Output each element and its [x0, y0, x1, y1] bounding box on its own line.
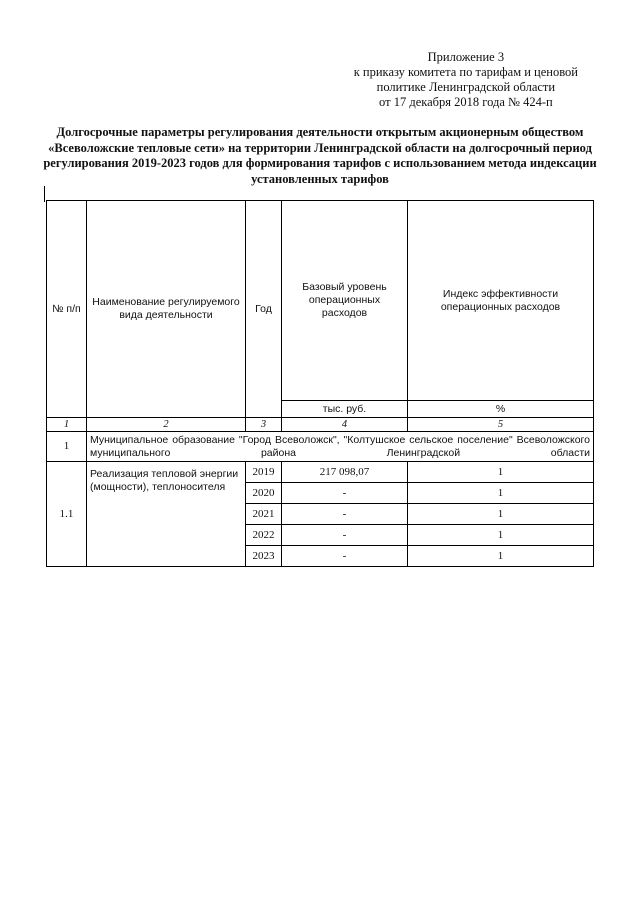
row-base-level: -	[282, 546, 408, 567]
item-num: 1.1	[47, 462, 87, 567]
column-number: 3	[246, 418, 282, 432]
appendix-note	[354, 50, 578, 110]
parameters-table	[46, 200, 594, 567]
header-year: Год	[246, 201, 282, 418]
row-year: 2021	[246, 504, 282, 525]
row-base-level: -	[282, 504, 408, 525]
column-number: 4	[282, 418, 408, 432]
table-row	[47, 462, 594, 483]
row-base-level: 217 098,07	[282, 462, 408, 483]
appendix-line: от 17 декабря 2018 года № 424-п	[379, 95, 553, 109]
column-number: 2	[87, 418, 246, 432]
unit-efficiency-index: %	[408, 401, 594, 418]
margin-mark	[44, 186, 45, 202]
row-year: 2020	[246, 483, 282, 504]
header-row	[47, 201, 594, 401]
row-index: 1	[408, 525, 594, 546]
unit-base-level: тыс. руб.	[282, 401, 408, 418]
section-num: 1	[47, 432, 87, 462]
row-index: 1	[408, 462, 594, 483]
column-numbers-row	[47, 418, 594, 432]
appendix-line: Приложение 3	[427, 50, 505, 64]
header-base-level: Базовый уровень операционных расходов	[282, 201, 408, 401]
row-year: 2022	[246, 525, 282, 546]
section-row	[47, 432, 594, 462]
appendix-line: политике Ленинградской области	[376, 80, 556, 94]
row-index: 1	[408, 504, 594, 525]
column-number: 5	[408, 418, 594, 432]
section-text: Муниципальное образование "Город Всеволожск", "Колтушское сельское поселение" Всеволожского муниципального района Ленинградской области	[87, 432, 594, 462]
row-year: 2019	[246, 462, 282, 483]
header-activity: Наименование регулируемого вида деятельности	[87, 201, 246, 418]
column-number: 1	[47, 418, 87, 432]
row-base-level: -	[282, 483, 408, 504]
row-year: 2023	[246, 546, 282, 567]
header-num: № п/п	[47, 201, 87, 418]
header-efficiency-index: Индекс эффективности операционных расходов	[408, 201, 594, 401]
row-index: 1	[408, 546, 594, 567]
row-base-level: -	[282, 525, 408, 546]
document-title: Долгосрочные параметры регулирования деятельности открытым акционерным обществом «Всеволожские тепловые сети» на территории Ленинградской области на долгосрочный период регулирования 2019-2023 годов для формирования тарифов с использованием метода индексации установленных тарифов	[43, 125, 597, 186]
appendix-line: к приказу комитета по тарифам и ценовой	[353, 65, 578, 79]
item-activity: Реализация тепловой энергии (мощности), теплоносителя	[87, 462, 246, 567]
row-index: 1	[408, 483, 594, 504]
